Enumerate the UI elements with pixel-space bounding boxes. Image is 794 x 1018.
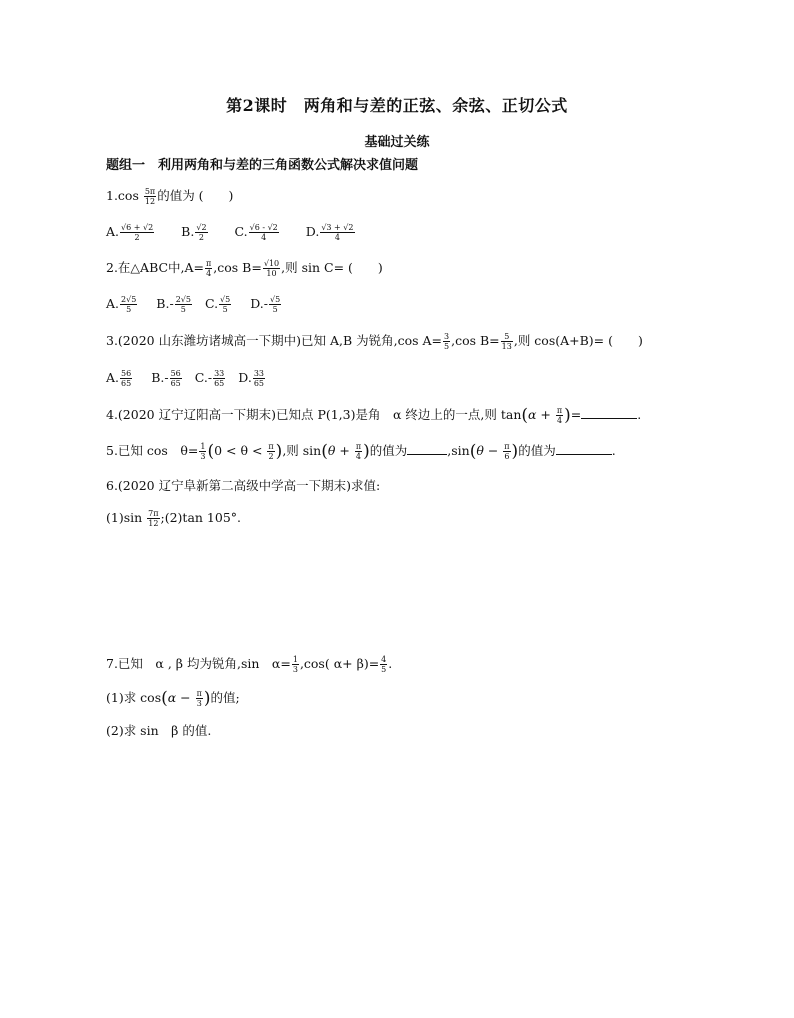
answer-blank-2[interactable] bbox=[556, 442, 612, 455]
option-c: C.- $\frac{33}{65}$ bbox=[194, 369, 225, 388]
question-6: 6.(2020 辽宁阜新第二高级中学高一下期末)求值: bbox=[106, 478, 381, 493]
answer-blank[interactable] bbox=[581, 406, 637, 419]
option-d: D. $\frac{√3 + √2}{4}$ bbox=[305, 223, 354, 242]
question-7-part-2: (2)求 sin β 的值. bbox=[106, 723, 212, 738]
answer-blank-1[interactable] bbox=[407, 442, 447, 455]
question-2-options bbox=[106, 294, 304, 314]
question-7: 7.已知 α , β 均为锐角,sin α= $\frac{1}{3}$ ,cos( α+ β)= $\frac{4}{5}$ . bbox=[106, 655, 393, 674]
option-c: C. $\frac{√6 - √2}{4}$ bbox=[234, 223, 278, 242]
question-2: 2.在△ABC中,A= $\frac{\pi}{4}$ ,cos B= $\frac{√10}{10}$ ,则 sin C= ( ) bbox=[106, 259, 383, 278]
option-d: D. $\frac{33}{65}$ bbox=[238, 369, 265, 388]
option-b: B.- $\frac{56}{65}$ bbox=[151, 369, 181, 388]
option-c: C. $\frac{√5}{5}$ bbox=[204, 295, 231, 314]
section-subtitle: 基础过关练 bbox=[364, 135, 430, 150]
question-1: 1.cos $\frac{5\pi}{12}$ 的值为 ( ) bbox=[106, 187, 234, 206]
option-d: D.- $\frac{√5}{5}$ bbox=[250, 295, 281, 314]
question-3-options bbox=[106, 368, 288, 388]
option-a: A. $\frac{√6 + √2}{2}$ bbox=[106, 223, 154, 242]
lesson-title: 第2课时 两角和与差的正弦、余弦、正切公式 bbox=[226, 96, 568, 115]
question-3: 3.(2020 山东潍坊诸城高一下期中)已知 A,B 为锐角,cos A= $\frac{3}{5}$ ,cos B= $\frac{5}{13}$ ,则 cos(A+B)= ( ) bbox=[106, 332, 643, 351]
question-1-options bbox=[106, 222, 378, 242]
question-6-parts: (1)sin $\frac{7\pi}{12}$ ;(2)tan 105°. bbox=[106, 509, 242, 528]
option-b: B.- $\frac{2√5}{5}$ bbox=[156, 295, 191, 314]
question-7-part-1: (1)求 cos(α − $\frac{\pi}{3}$ )的值; bbox=[106, 688, 240, 709]
group-heading: 题组一 利用两角和与差的三角函数公式解决求值问题 bbox=[106, 158, 419, 173]
option-a: A. $\frac{56}{65}$ bbox=[106, 369, 132, 388]
option-a: A. $\frac{2√5}{5}$ bbox=[106, 295, 137, 314]
question-5: 5.已知 cos θ= $\frac{1}{3}$ (0 < θ < $\frac{\pi}{2}$ ),则 sin(θ + $\frac{\pi}{4}$ )的值为 ,sin(θ − $\frac{\pi}{6}$ )的值为 . bbox=[106, 441, 616, 462]
question-4: 4.(2020 辽宁辽阳高一下期末)已知点 P(1,3)是角 α 终边上的一点,则 tan(α + $\frac{\pi}{4}$ )= . bbox=[106, 405, 642, 426]
fraction: $\frac{5\pi}{12}$ bbox=[144, 187, 156, 206]
option-b: B. $\frac{√2}{2}$ bbox=[181, 223, 207, 242]
